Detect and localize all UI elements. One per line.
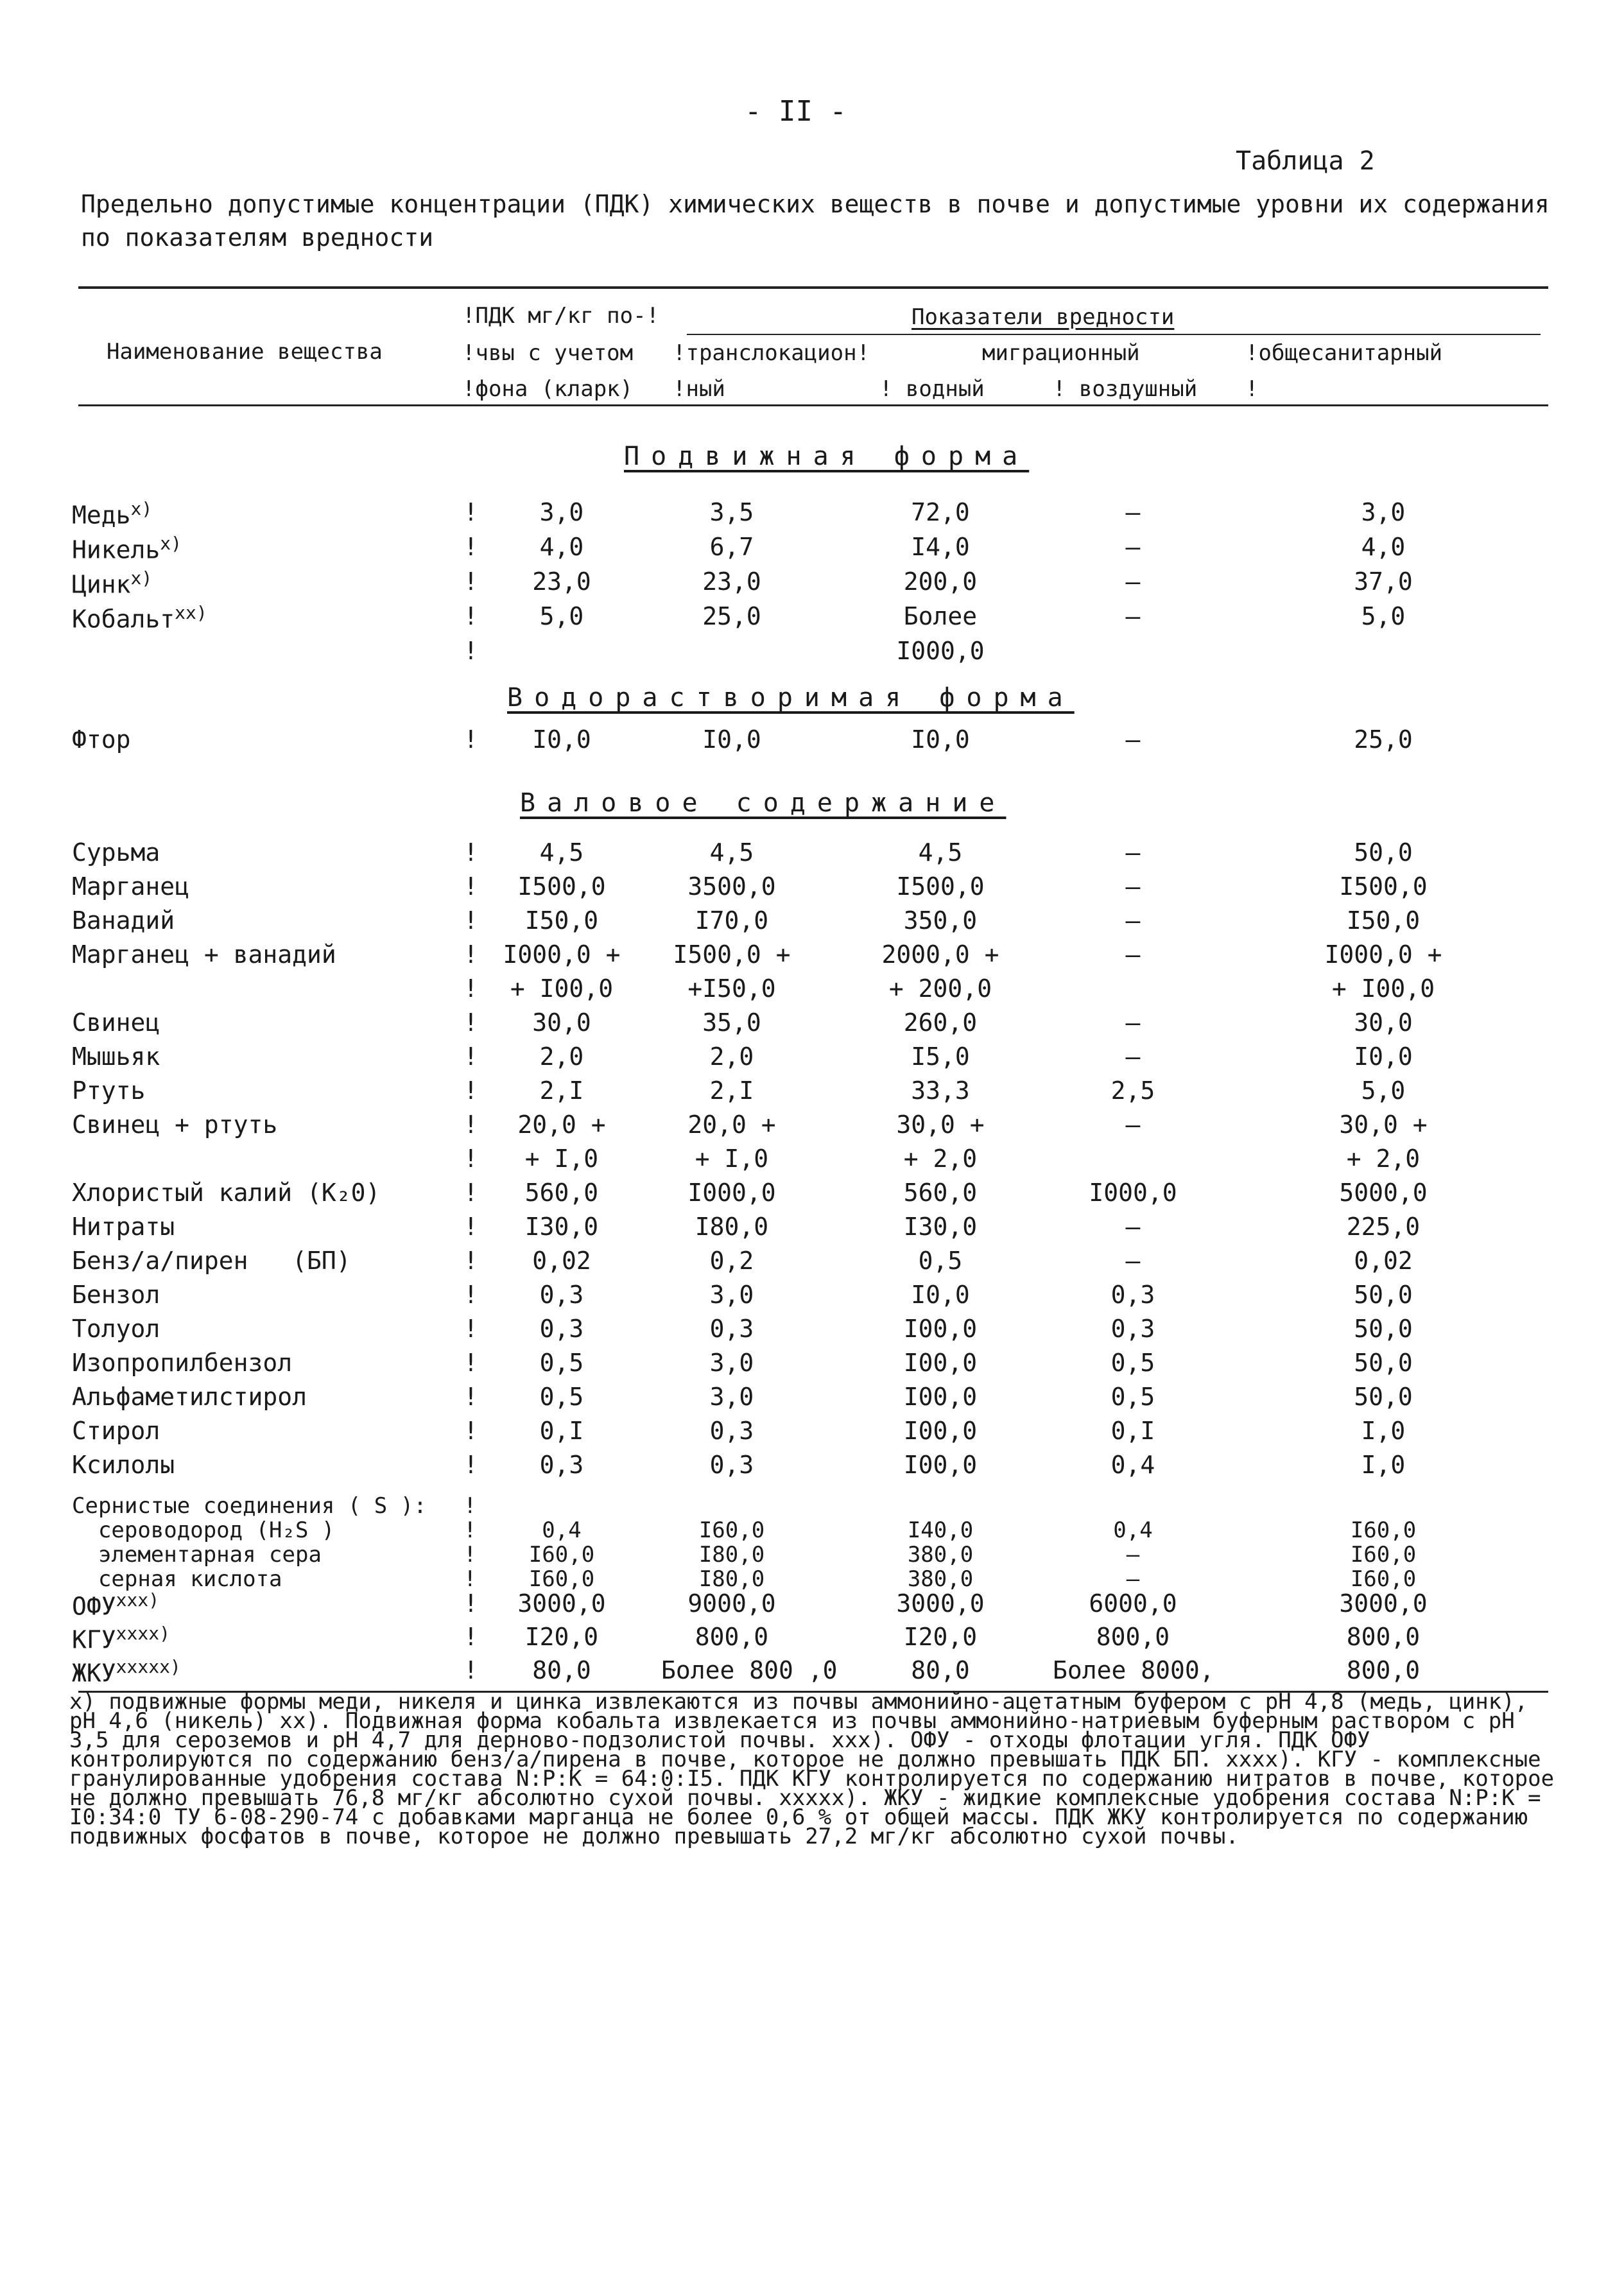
pdk-value: 0,3	[539, 1451, 584, 1479]
sanitary-value: I500,0	[1339, 872, 1428, 901]
table-row	[0, 637, 1624, 670]
column-separator: !	[463, 1213, 478, 1241]
header-bottom-rule	[78, 404, 1548, 406]
water-migration-value: 200,0	[903, 567, 978, 596]
substance-name: $ЖКУ^{ххххх)}$	[72, 1656, 181, 1688]
footnote-mark: х)	[130, 498, 153, 519]
water-migration-value: I0,0	[911, 725, 970, 754]
column-separator: !	[463, 1493, 477, 1519]
footnote-mark: хх)	[175, 602, 207, 623]
substance-name: Цинк$^{х)}$	[72, 567, 153, 599]
water-migration-value: 30,0 +	[896, 1111, 985, 1139]
translocation-value: 9000,0	[687, 1589, 776, 1618]
column-separator: !	[463, 533, 478, 561]
water-migration-value: I20,0	[903, 1623, 978, 1651]
water-migration-value: I00,0	[903, 1383, 978, 1411]
footnote-mark: ххххх)	[116, 1656, 181, 1677]
header-transloc-line2: !ный	[673, 376, 725, 402]
header-rule	[687, 334, 1541, 335]
table-row	[0, 1042, 1624, 1076]
sanitary-value: 225,0	[1346, 1213, 1421, 1241]
water-migration-value: I30,0	[903, 1213, 978, 1241]
sanitary-value: + I00,0	[1331, 974, 1435, 1003]
translocation-value: 3,5	[709, 498, 754, 526]
column-separator: !	[463, 1179, 478, 1207]
table-row	[0, 1417, 1624, 1450]
pdk-value: I60,0	[528, 1566, 595, 1592]
substance-name: Свинец + ртуть	[72, 1111, 278, 1139]
header-substance: Наименование вещества	[107, 339, 383, 365]
substance-name: Альфаметилстирол	[72, 1383, 307, 1411]
table-row	[0, 906, 1624, 940]
air-migration-value: 0,5	[1110, 1349, 1155, 1377]
translocation-value: I80,0	[698, 1542, 765, 1568]
pdk-value: 0,5	[539, 1383, 584, 1411]
table-row	[0, 725, 1624, 759]
water-migration-value: I00,0	[903, 1417, 978, 1445]
pdk-value: 2,0	[539, 1042, 584, 1071]
pdk-value: 2,I	[539, 1076, 584, 1105]
header-migration: миграционный	[982, 340, 1140, 366]
substance-name: Нитраты	[72, 1213, 175, 1241]
substance-name: $КГУ^{хххх)}$	[72, 1623, 170, 1654]
sanitary-value: 5,0	[1361, 602, 1406, 630]
substance-name: Никель$^{х)}$	[72, 533, 182, 564]
table-row	[0, 1247, 1624, 1280]
air-migration-value: –	[1125, 838, 1141, 867]
translocation-value: 6,7	[709, 533, 754, 561]
footnote-mark: х)	[130, 567, 153, 589]
translocation-value: 35,0	[702, 1008, 761, 1037]
air-migration-value: 0,4	[1113, 1517, 1153, 1543]
column-separator: !	[463, 1566, 477, 1592]
air-migration-value: –	[1125, 1008, 1141, 1037]
air-migration-value: –	[1125, 906, 1141, 935]
table-row	[0, 498, 1624, 532]
pdk-value: 23,0	[532, 567, 591, 596]
footnote-mark: хххх)	[116, 1623, 170, 1644]
table-row	[0, 1213, 1624, 1246]
pdk-value: 0,3	[539, 1315, 584, 1343]
translocation-value: 2,I	[709, 1076, 754, 1105]
column-separator: !	[463, 906, 478, 935]
table-row	[0, 567, 1624, 601]
translocation-value: I80,0	[698, 1566, 765, 1592]
sanitary-value: 4,0	[1361, 533, 1406, 561]
sanitary-value: 3,0	[1361, 498, 1406, 526]
table-row	[0, 1623, 1624, 1656]
translocation-value: 20,0 +	[687, 1111, 776, 1139]
column-separator: !	[463, 1417, 478, 1445]
header-pdk-line2: !чвы с учетом	[462, 340, 634, 366]
air-migration-value: 800,0	[1096, 1623, 1170, 1651]
pdk-value: 4,0	[539, 533, 584, 561]
water-migration-value: + 200,0	[888, 974, 992, 1003]
column-separator: !	[463, 637, 478, 665]
table-row	[0, 1451, 1624, 1484]
section-mobile-form: Подвижная форма	[624, 442, 1030, 471]
water-migration-value: I500,0	[896, 872, 985, 901]
table-row	[0, 1517, 1624, 1541]
pdk-value: I20,0	[524, 1623, 599, 1651]
water-migration-value: I4,0	[911, 533, 970, 561]
translocation-value: I0,0	[702, 725, 761, 754]
header-transloc-line1: !транслокацион!	[673, 340, 870, 366]
water-migration-value: 350,0	[903, 906, 978, 935]
sanitary-value: 800,0	[1346, 1623, 1421, 1651]
water-migration-value: 72,0	[911, 498, 970, 526]
table-row	[0, 1493, 1624, 1519]
water-migration-value: 33,3	[911, 1076, 970, 1105]
air-migration-value: 0,3	[1110, 1315, 1155, 1343]
water-migration-value: I40,0	[907, 1517, 974, 1543]
page-number: - II -	[745, 95, 847, 128]
sanitary-value: I50,0	[1346, 906, 1421, 935]
column-separator: !	[463, 974, 478, 1003]
pdk-value: 0,3	[539, 1281, 584, 1309]
sanitary-value: I000,0 +	[1324, 940, 1442, 969]
pdk-value: 0,02	[532, 1247, 591, 1275]
sanitary-value: 50,0	[1354, 838, 1413, 867]
column-separator: !	[463, 1042, 478, 1071]
footnote-mark: ххх)	[116, 1589, 160, 1611]
substance-name: Медь$^{х)}$	[72, 498, 153, 530]
footnote-mark: х)	[160, 533, 182, 554]
column-separator: !	[463, 872, 478, 901]
column-separator: !	[463, 1542, 477, 1568]
pdk-value: I500,0	[517, 872, 606, 901]
header-water: ! водный	[879, 376, 985, 402]
pdk-value: 80,0	[532, 1656, 591, 1684]
substance-name: Кобальт$^{хх)}$	[72, 602, 207, 634]
translocation-value: 0,3	[709, 1417, 754, 1445]
column-separator: !	[463, 1451, 478, 1479]
table-row	[0, 974, 1624, 1008]
substance-name: Свинец	[72, 1008, 160, 1037]
section-soluble-form: Водорастворимая форма	[507, 683, 1075, 713]
substance-name: Сурьма	[72, 838, 160, 867]
sanitary-value: I,0	[1361, 1417, 1406, 1445]
column-separator: !	[463, 1589, 478, 1618]
table-row	[0, 872, 1624, 906]
water-migration-value: 380,0	[907, 1542, 974, 1568]
air-migration-value: –	[1125, 567, 1141, 596]
column-separator: !	[463, 1247, 478, 1275]
table-row	[0, 1349, 1624, 1382]
table-row	[0, 602, 1624, 635]
table-row	[0, 1589, 1624, 1623]
sanitary-value: 5000,0	[1339, 1179, 1428, 1207]
column-separator: !	[463, 1383, 478, 1411]
header-sanitary-end: !	[1245, 376, 1259, 402]
column-separator: !	[463, 838, 478, 867]
pdk-value: I50,0	[524, 906, 599, 935]
water-migration-value: 380,0	[907, 1566, 974, 1592]
table-row	[0, 1315, 1624, 1348]
column-separator: !	[463, 567, 478, 596]
column-separator: !	[463, 498, 478, 526]
table-row	[0, 1383, 1624, 1416]
pdk-value: 3000,0	[517, 1589, 606, 1618]
column-separator: !	[463, 940, 478, 969]
pdk-value: I30,0	[524, 1213, 599, 1241]
translocation-value: 0,3	[709, 1315, 754, 1343]
substance-name: Мышьяк	[72, 1042, 160, 1071]
pdk-value: 0,I	[539, 1417, 584, 1445]
air-migration-value: –	[1125, 872, 1141, 901]
sanitary-value: 25,0	[1354, 725, 1413, 754]
table-row	[0, 1111, 1624, 1144]
substance-name: сероводород (H₂S )	[72, 1517, 335, 1543]
air-migration-value: –	[1126, 1542, 1140, 1568]
air-migration-value: 0,5	[1110, 1383, 1155, 1411]
sanitary-value: I,0	[1361, 1451, 1406, 1479]
sanitary-value: I60,0	[1350, 1566, 1417, 1592]
translocation-value: I500,0 +	[673, 940, 791, 969]
pdk-value: 30,0	[532, 1008, 591, 1037]
footnote: х) подвижные формы меди, никеля и цинка извлекаются из почвы аммонийно-ацетатным буфером с рН 4,8 (медь, цинк), рН 4,6 (никель) хх). Подвижная форма кобальта извлекается из почвы аммонийно-натриевым буферным раствором с рН 3,5 для сероземов и рН 4,7 для дерново-подзолистой почвы. ххх). ОФУ - отходы флотации угля. ПДК ОФУ контролируются по содержанию бенз/а/пирена в почве, которое не должно превышать ПДК БП. хххх). КГУ - комплексные гранулированные удобрения состава N:Р:К = 64:0:I5. ПДК КГУ контролируется по содержанию нитратов в почве, которое не должно превышать 76,8 мг/кг абсолютно сухой почвы. ххххх). ЖКУ - жидкие комплексные удобрения состава N:Р:К = I0:34:0 ТУ 6-08-290-74 с добавками марганца не более 0,6 % от общей массы. ПДК ЖКУ контролируется по содержанию подвижных фосфатов в почве, которое не должно превышать 27,2 мг/кг абсолютно сухой почвы.	[69, 1689, 1555, 1849]
table-row	[0, 1179, 1624, 1212]
sanitary-value: I60,0	[1350, 1517, 1417, 1543]
translocation-value: 3,0	[709, 1349, 754, 1377]
translocation-value: 2,0	[709, 1042, 754, 1071]
air-migration-value: I000,0	[1089, 1179, 1177, 1207]
air-migration-value: –	[1125, 1111, 1141, 1139]
water-migration-value: 4,5	[918, 838, 963, 867]
table-title: Предельно допустимые концентрации (ПДК) химических веществ в почве и допустимые уровни их содержания по показателям вредности	[81, 190, 1550, 252]
sanitary-value: 800,0	[1346, 1656, 1421, 1684]
column-separator: !	[463, 1517, 477, 1543]
substance-name: элементарная сера	[72, 1542, 322, 1568]
sanitary-value: 3000,0	[1339, 1589, 1428, 1618]
pdk-value: I0,0	[532, 725, 591, 754]
pdk-value: I60,0	[528, 1542, 595, 1568]
air-migration-value: –	[1125, 1213, 1141, 1241]
translocation-value: 4,5	[709, 838, 754, 867]
sanitary-value: 37,0	[1354, 567, 1413, 596]
substance-name: Фтор	[72, 725, 131, 754]
sanitary-value: + 2,0	[1346, 1145, 1421, 1173]
water-migration-value: I00,0	[903, 1349, 978, 1377]
translocation-value: + I,0	[695, 1145, 769, 1173]
column-separator: !	[463, 1281, 478, 1309]
sanitary-value: 50,0	[1354, 1383, 1413, 1411]
air-migration-value: –	[1125, 1042, 1141, 1071]
header-indicators: Показатели вредности	[911, 304, 1175, 330]
water-migration-value: 560,0	[903, 1179, 978, 1207]
air-migration-value: 2,5	[1110, 1076, 1155, 1105]
substance-name: Ксилолы	[72, 1451, 175, 1479]
sanitary-value: 50,0	[1354, 1281, 1413, 1309]
column-separator: !	[463, 1656, 478, 1684]
column-separator: !	[463, 1623, 478, 1651]
translocation-value: I70,0	[695, 906, 769, 935]
sanitary-value: 50,0	[1354, 1349, 1413, 1377]
water-migration-value: 80,0	[911, 1656, 970, 1684]
header-sanitary: !общесанитарный	[1245, 340, 1443, 366]
water-migration-value: I0,0	[911, 1281, 970, 1309]
substance-name: серная кислота	[72, 1566, 282, 1592]
sanitary-value: 30,0 +	[1339, 1111, 1428, 1139]
substance-name: Марганец + ванадий	[72, 940, 336, 969]
translocation-value: 23,0	[702, 567, 761, 596]
translocation-value: 3,0	[709, 1383, 754, 1411]
air-migration-value: –	[1126, 1566, 1140, 1592]
air-migration-value: 0,3	[1110, 1281, 1155, 1309]
pdk-value: 0,5	[539, 1349, 584, 1377]
column-separator: !	[463, 1349, 478, 1377]
header-air: ! воздушный	[1053, 376, 1198, 402]
water-migration-value: I000,0	[896, 637, 985, 665]
substance-name: Ванадий	[72, 906, 175, 935]
air-migration-value: –	[1125, 602, 1141, 630]
sanitary-value: 0,02	[1354, 1247, 1413, 1275]
table-row	[0, 1281, 1624, 1314]
table-row	[0, 1145, 1624, 1178]
pdk-value: I000,0 +	[503, 940, 621, 969]
column-separator: !	[463, 1076, 478, 1105]
translocation-value: 3,0	[709, 1281, 754, 1309]
pdk-value: 0,4	[542, 1517, 582, 1543]
table-label: Таблица 2	[1236, 146, 1375, 176]
section-total-content: Валовое содержание	[520, 788, 1006, 818]
pdk-value: 20,0 +	[517, 1111, 606, 1139]
substance-name: Хлористый калий (К₂0)	[72, 1179, 381, 1207]
water-migration-value: I00,0	[903, 1315, 978, 1343]
water-migration-value: 260,0	[903, 1008, 978, 1037]
header-pdk-line1: !ПДК мг/кг по-!	[462, 303, 660, 329]
translocation-value: 800,0	[695, 1623, 769, 1651]
column-separator: !	[463, 1111, 478, 1139]
column-separator: !	[463, 602, 478, 630]
substance-name: Сернистые соединения ( S ):	[72, 1493, 427, 1519]
translocation-value: I60,0	[698, 1517, 765, 1543]
translocation-value: I80,0	[695, 1213, 769, 1241]
substance-name: Бенз/а/пирен (БП)	[72, 1247, 351, 1275]
substance-name: $ОФУ^{ххх)}$	[72, 1589, 160, 1621]
air-migration-value: –	[1125, 1247, 1141, 1275]
substance-name: Толуол	[72, 1315, 160, 1343]
sanitary-value: 30,0	[1354, 1008, 1413, 1037]
column-separator: !	[463, 1315, 478, 1343]
table-row	[0, 1008, 1624, 1042]
translocation-value: Более 800 ,0	[661, 1656, 838, 1684]
translocation-value: I000,0	[687, 1179, 776, 1207]
water-migration-value: + 2,0	[903, 1145, 978, 1173]
pdk-value: 3,0	[539, 498, 584, 526]
substance-name: Стирол	[72, 1417, 160, 1445]
sanitary-value: I0,0	[1354, 1042, 1413, 1071]
water-migration-value: I5,0	[911, 1042, 970, 1071]
top-rule	[78, 286, 1548, 289]
substance-name: Изопропилбензол	[72, 1349, 293, 1377]
water-migration-value: 3000,0	[896, 1589, 985, 1618]
water-migration-value: I00,0	[903, 1451, 978, 1479]
translocation-value: 0,3	[709, 1451, 754, 1479]
sanitary-value: I60,0	[1350, 1542, 1417, 1568]
pdk-value: 560,0	[524, 1179, 599, 1207]
substance-name: Ртуть	[72, 1076, 146, 1105]
water-migration-value: 2000,0 +	[881, 940, 999, 969]
water-migration-value: Более	[903, 602, 978, 630]
table-row	[0, 940, 1624, 974]
table-row	[0, 533, 1624, 566]
pdk-value: 4,5	[539, 838, 584, 867]
table-row	[0, 1656, 1624, 1690]
air-migration-value: –	[1125, 940, 1141, 969]
air-migration-value: –	[1125, 533, 1141, 561]
pdk-value: + I00,0	[510, 974, 614, 1003]
air-migration-value: 0,I	[1110, 1417, 1155, 1445]
air-migration-value: 6000,0	[1089, 1589, 1177, 1618]
substance-name: Бензол	[72, 1281, 160, 1309]
air-migration-value: 0,4	[1110, 1451, 1155, 1479]
air-migration-value: –	[1125, 498, 1141, 526]
pdk-value: + I,0	[524, 1145, 599, 1173]
translocation-value: 3500,0	[687, 872, 776, 901]
column-separator: !	[463, 725, 478, 754]
air-migration-value: –	[1125, 725, 1141, 754]
translocation-value: 0,2	[709, 1247, 754, 1275]
pdk-value: 5,0	[539, 602, 584, 630]
water-migration-value: 0,5	[918, 1247, 963, 1275]
air-migration-value: Более 8000,	[1053, 1656, 1214, 1684]
sanitary-value: 50,0	[1354, 1315, 1413, 1343]
sanitary-value: 5,0	[1361, 1076, 1406, 1105]
table-row	[0, 1076, 1624, 1110]
column-separator: !	[463, 1145, 478, 1173]
table-row	[0, 1566, 1624, 1592]
header-pdk-line3: !фона (кларк)	[462, 376, 634, 402]
table-row	[0, 1542, 1624, 1568]
translocation-value: 25,0	[702, 602, 761, 630]
substance-name: Марганец	[72, 872, 190, 901]
translocation-value: +I50,0	[687, 974, 776, 1003]
table-row	[0, 838, 1624, 872]
column-separator: !	[463, 1008, 478, 1037]
